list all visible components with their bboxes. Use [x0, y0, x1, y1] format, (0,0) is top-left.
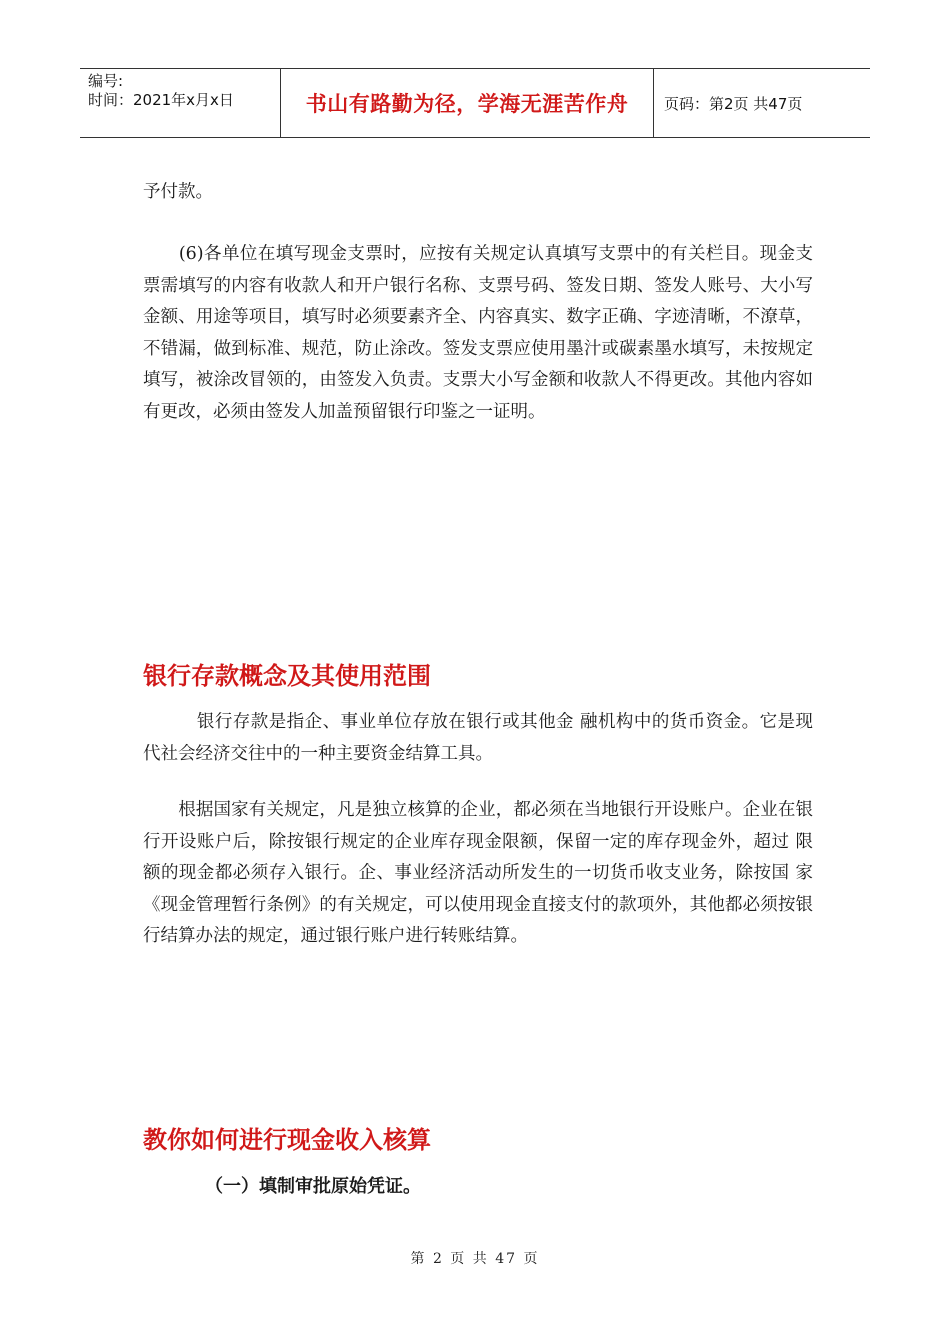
section-heading-cash-income: 教你如何进行现金收入核算: [143, 1126, 431, 1154]
section-heading-bank-deposit: 银行存款概念及其使用范围: [143, 662, 431, 690]
paragraph-bank-deposit-definition: 银行存款是指企、事业单位存放在银行或其他金 融机构中的货币资金。它是现代社会经济交往中的一种主要资金结算工具。: [143, 712, 813, 764]
document-date: 时间：2021年x月x日: [88, 91, 234, 109]
paragraph-bank-account-rules: 根据国家有关规定，凡是独立核算的企业，都必须在当地银行开设账户。企业在银行开设账户后，除按银行规定的企业库存现金限额，保留一定的库存现金外，超过 限额的现金都必须存入银行。企、事业经济活动所发生的一切货币收支业务，除按国 家《现金管理暂行条例》的有关规定，可以使用现金直接支付的款项外，其他都必须按银行结算办法的规定，通过银行账户进行转账结算。: [143, 800, 813, 946]
paragraph-cash-check-rules: (6)各单位在填写现金支票时，应按有关规定认真填写支票中的有关栏目。现金支票需填写的内容有收款人和开户银行名称、支票号码、签发日期、签发人账号、大小写金额、用途等项目，填写时必须要素齐全、内容真实、数字正确、字迹清晰，不潦草，不错漏，做到标准、规范，防止涂改。签发支票应使用墨汁或碳素墨水填写，未按规定填写，被涂改冒领的，由签发入负责。支票大小写金额和收款人不得更改。其他内容如有更改，必须由签发人加盖预留银行印鉴之一证明。: [143, 244, 813, 422]
page-footer: 第 2 页 共 47 页: [410, 1251, 540, 1267]
header-page-info: 页码：第2页 共47页: [664, 94, 803, 113]
header-meta: [80, 69, 281, 137]
header-motto: 书山有路勤为径，学海无涯苦作舟: [281, 69, 654, 137]
paragraph-continuation: 予付款。: [143, 182, 213, 202]
document-number-label: 编号:: [88, 72, 124, 90]
subheading-fill-vouchers: （一）填制审批原始凭证。: [205, 1176, 421, 1197]
page-header: [80, 68, 870, 138]
